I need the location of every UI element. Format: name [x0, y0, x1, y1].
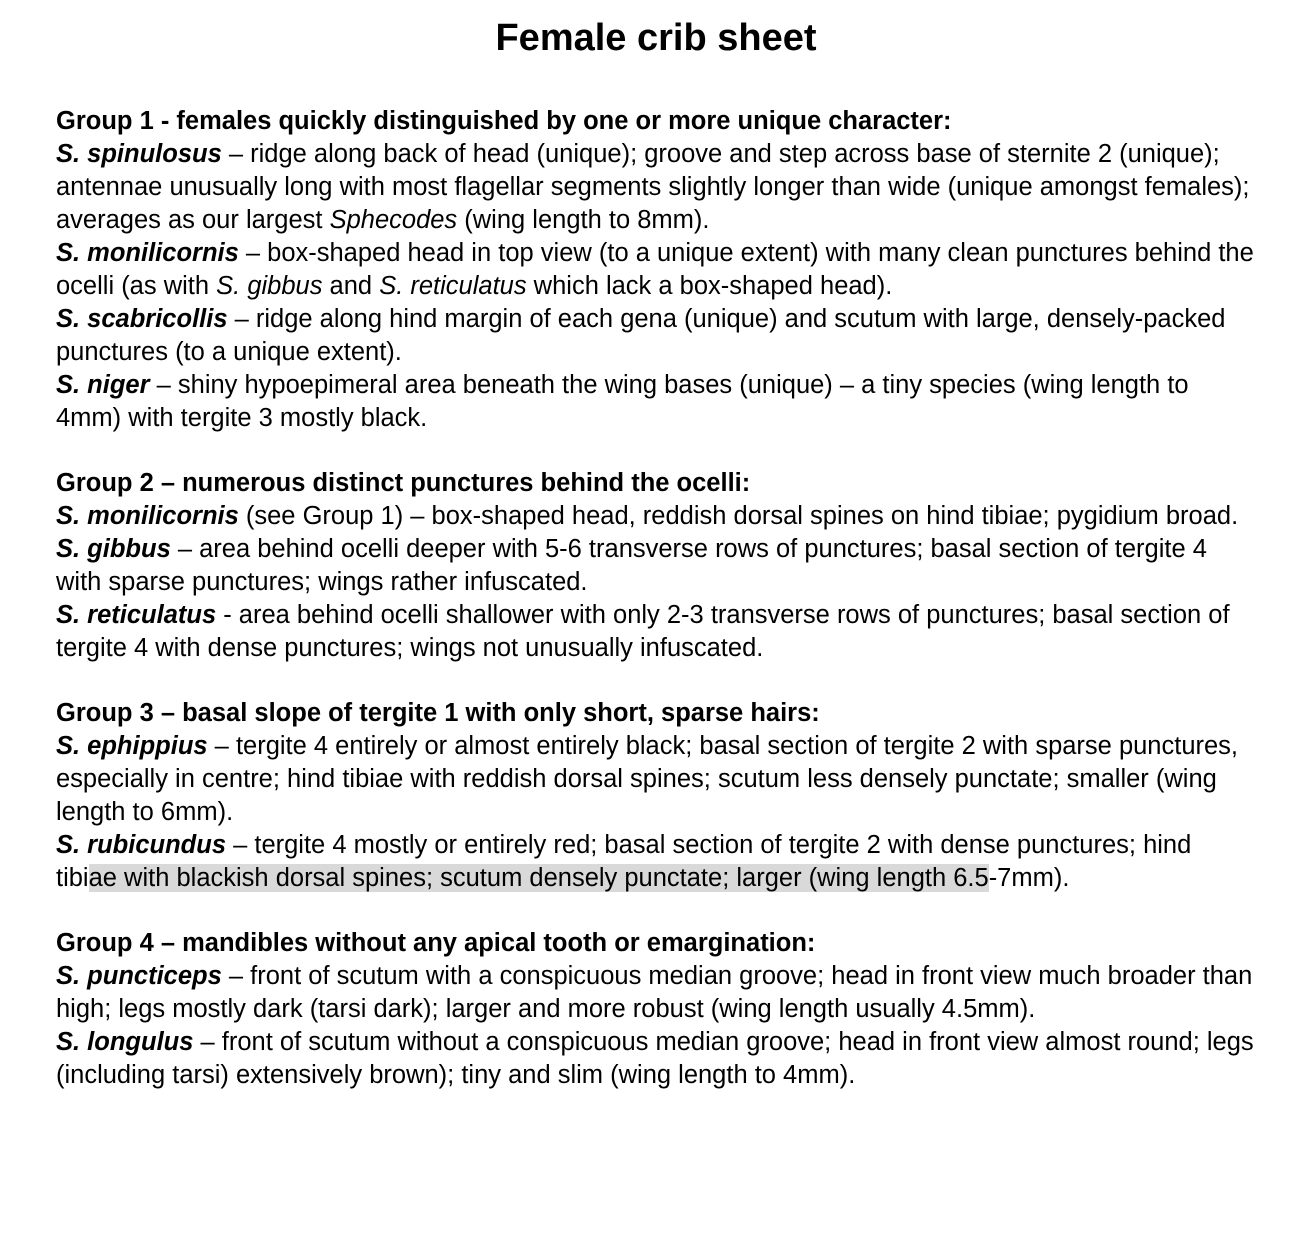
species-entry-niger — [56, 369, 1256, 435]
species-entry-rubicundus — [56, 829, 1256, 895]
entry-text: – tergite 4 mostly or entirely red; basal section of tergite 2 with dense punctures; hind tibi — [56, 831, 1192, 892]
species-entry-longulus — [56, 1026, 1256, 1092]
species-name: S. niger — [56, 371, 150, 399]
entry-text: (wing length to 8mm). — [457, 206, 710, 234]
group-heading: Group 2 – numerous distinct punctures behind the ocelli: — [56, 469, 751, 497]
species-entry-gibbus — [56, 533, 1256, 599]
species-name: S. puncticeps — [56, 962, 222, 990]
species-entry-ephippius — [56, 730, 1256, 829]
entry-text: – front of scutum with a conspicuous median groove; head in front view much broader than high; legs mostly dark (tarsi dark); larger and more robust (wing length usually 4.5mm). — [56, 962, 1253, 1023]
entry-text: and — [322, 272, 380, 300]
species-name: S. ephippius — [56, 732, 208, 760]
entry-text: which lack a box-shaped head). — [526, 272, 893, 300]
species-name: S. rubicundus — [56, 831, 227, 859]
species-name: S. reticulatus — [56, 601, 217, 629]
entry-italic-text: S. gibbus — [216, 272, 323, 300]
entry-text: (see Group 1) – box-shaped head, reddish dorsal spines on hind tibiae; pygidium broad. — [238, 502, 1239, 530]
entry-text: - area behind ocelli shallower with only 2-3 transverse rows of punctures; basal section of tergite 4 with dense punctures; wings not unusually infuscated. — [56, 601, 1230, 662]
group-heading: Group 4 – mandibles without any apical tooth or emargination: — [56, 929, 816, 957]
group-2 — [56, 467, 1256, 665]
page-title: Female crib sheet — [495, 17, 817, 59]
entry-text: – ridge along back of head (unique); groove and step across base of sternite 2 (unique); antennae unusually long with most flagellar segments slightly longer than wide (unique amongst females); averages as our largest — [56, 140, 1250, 234]
species-entry-reticulatus — [56, 599, 1256, 665]
group-heading: Group 1 - females quickly distinguished by one or more unique character: — [56, 107, 952, 135]
species-entry-monilicornis — [56, 500, 1256, 533]
species-entry-monilicornis — [56, 237, 1256, 303]
species-name: S. gibbus — [56, 535, 171, 563]
species-name: S. scabricollis — [56, 305, 228, 333]
species-name: S. spinulosus — [56, 140, 222, 168]
species-entry-scabricollis — [56, 303, 1256, 369]
entry-italic-text: S. reticulatus — [379, 272, 527, 300]
entry-text: -7mm). — [988, 864, 1070, 892]
selected-text-highlight[interactable]: ae with blackish dorsal spines; scutum densely punctate; larger (wing length 6.5 — [88, 864, 989, 892]
species-name: S. monilicornis — [56, 502, 239, 530]
group-4 — [56, 927, 1256, 1092]
group-3 — [56, 697, 1256, 895]
species-name: S. monilicornis — [56, 239, 239, 267]
species-entry-puncticeps — [56, 960, 1256, 1026]
group-1 — [56, 105, 1256, 435]
entry-text: – box-shaped head in top view (to a unique extent) with many clean punctures behind the ocelli (as with — [56, 239, 1254, 300]
entry-italic-text: Sphecodes — [329, 206, 458, 234]
entry-text: – front of scutum without a conspicuous median groove; head in front view almost round; legs (including tarsi) extensively brown); tiny and slim (wing length to 4mm). — [56, 1028, 1254, 1089]
entry-text: – ridge along hind margin of each gena (unique) and scutum with large, densely-packed punctures (to a unique extent). — [56, 305, 1226, 366]
group-heading: Group 3 – basal slope of tergite 1 with only short, sparse hairs: — [56, 699, 820, 727]
entry-text: – area behind ocelli deeper with 5-6 transverse rows of punctures; basal section of tergite 4 with sparse punctures; wings rather infuscated. — [56, 535, 1207, 596]
species-name: S. longulus — [56, 1028, 194, 1056]
species-entry-spinulosus — [56, 138, 1256, 237]
entry-text: – tergite 4 entirely or almost entirely black; basal section of tergite 2 with sparse punctures, especially in centre; hind tibiae with reddish dorsal spines; scutum less densely punctate; smaller (wing length to 6mm). — [56, 732, 1239, 826]
entry-text: – shiny hypoepimeral area beneath the wing bases (unique) – a tiny species (wing length to 4mm) with tergite 3 mostly black. — [56, 371, 1189, 432]
